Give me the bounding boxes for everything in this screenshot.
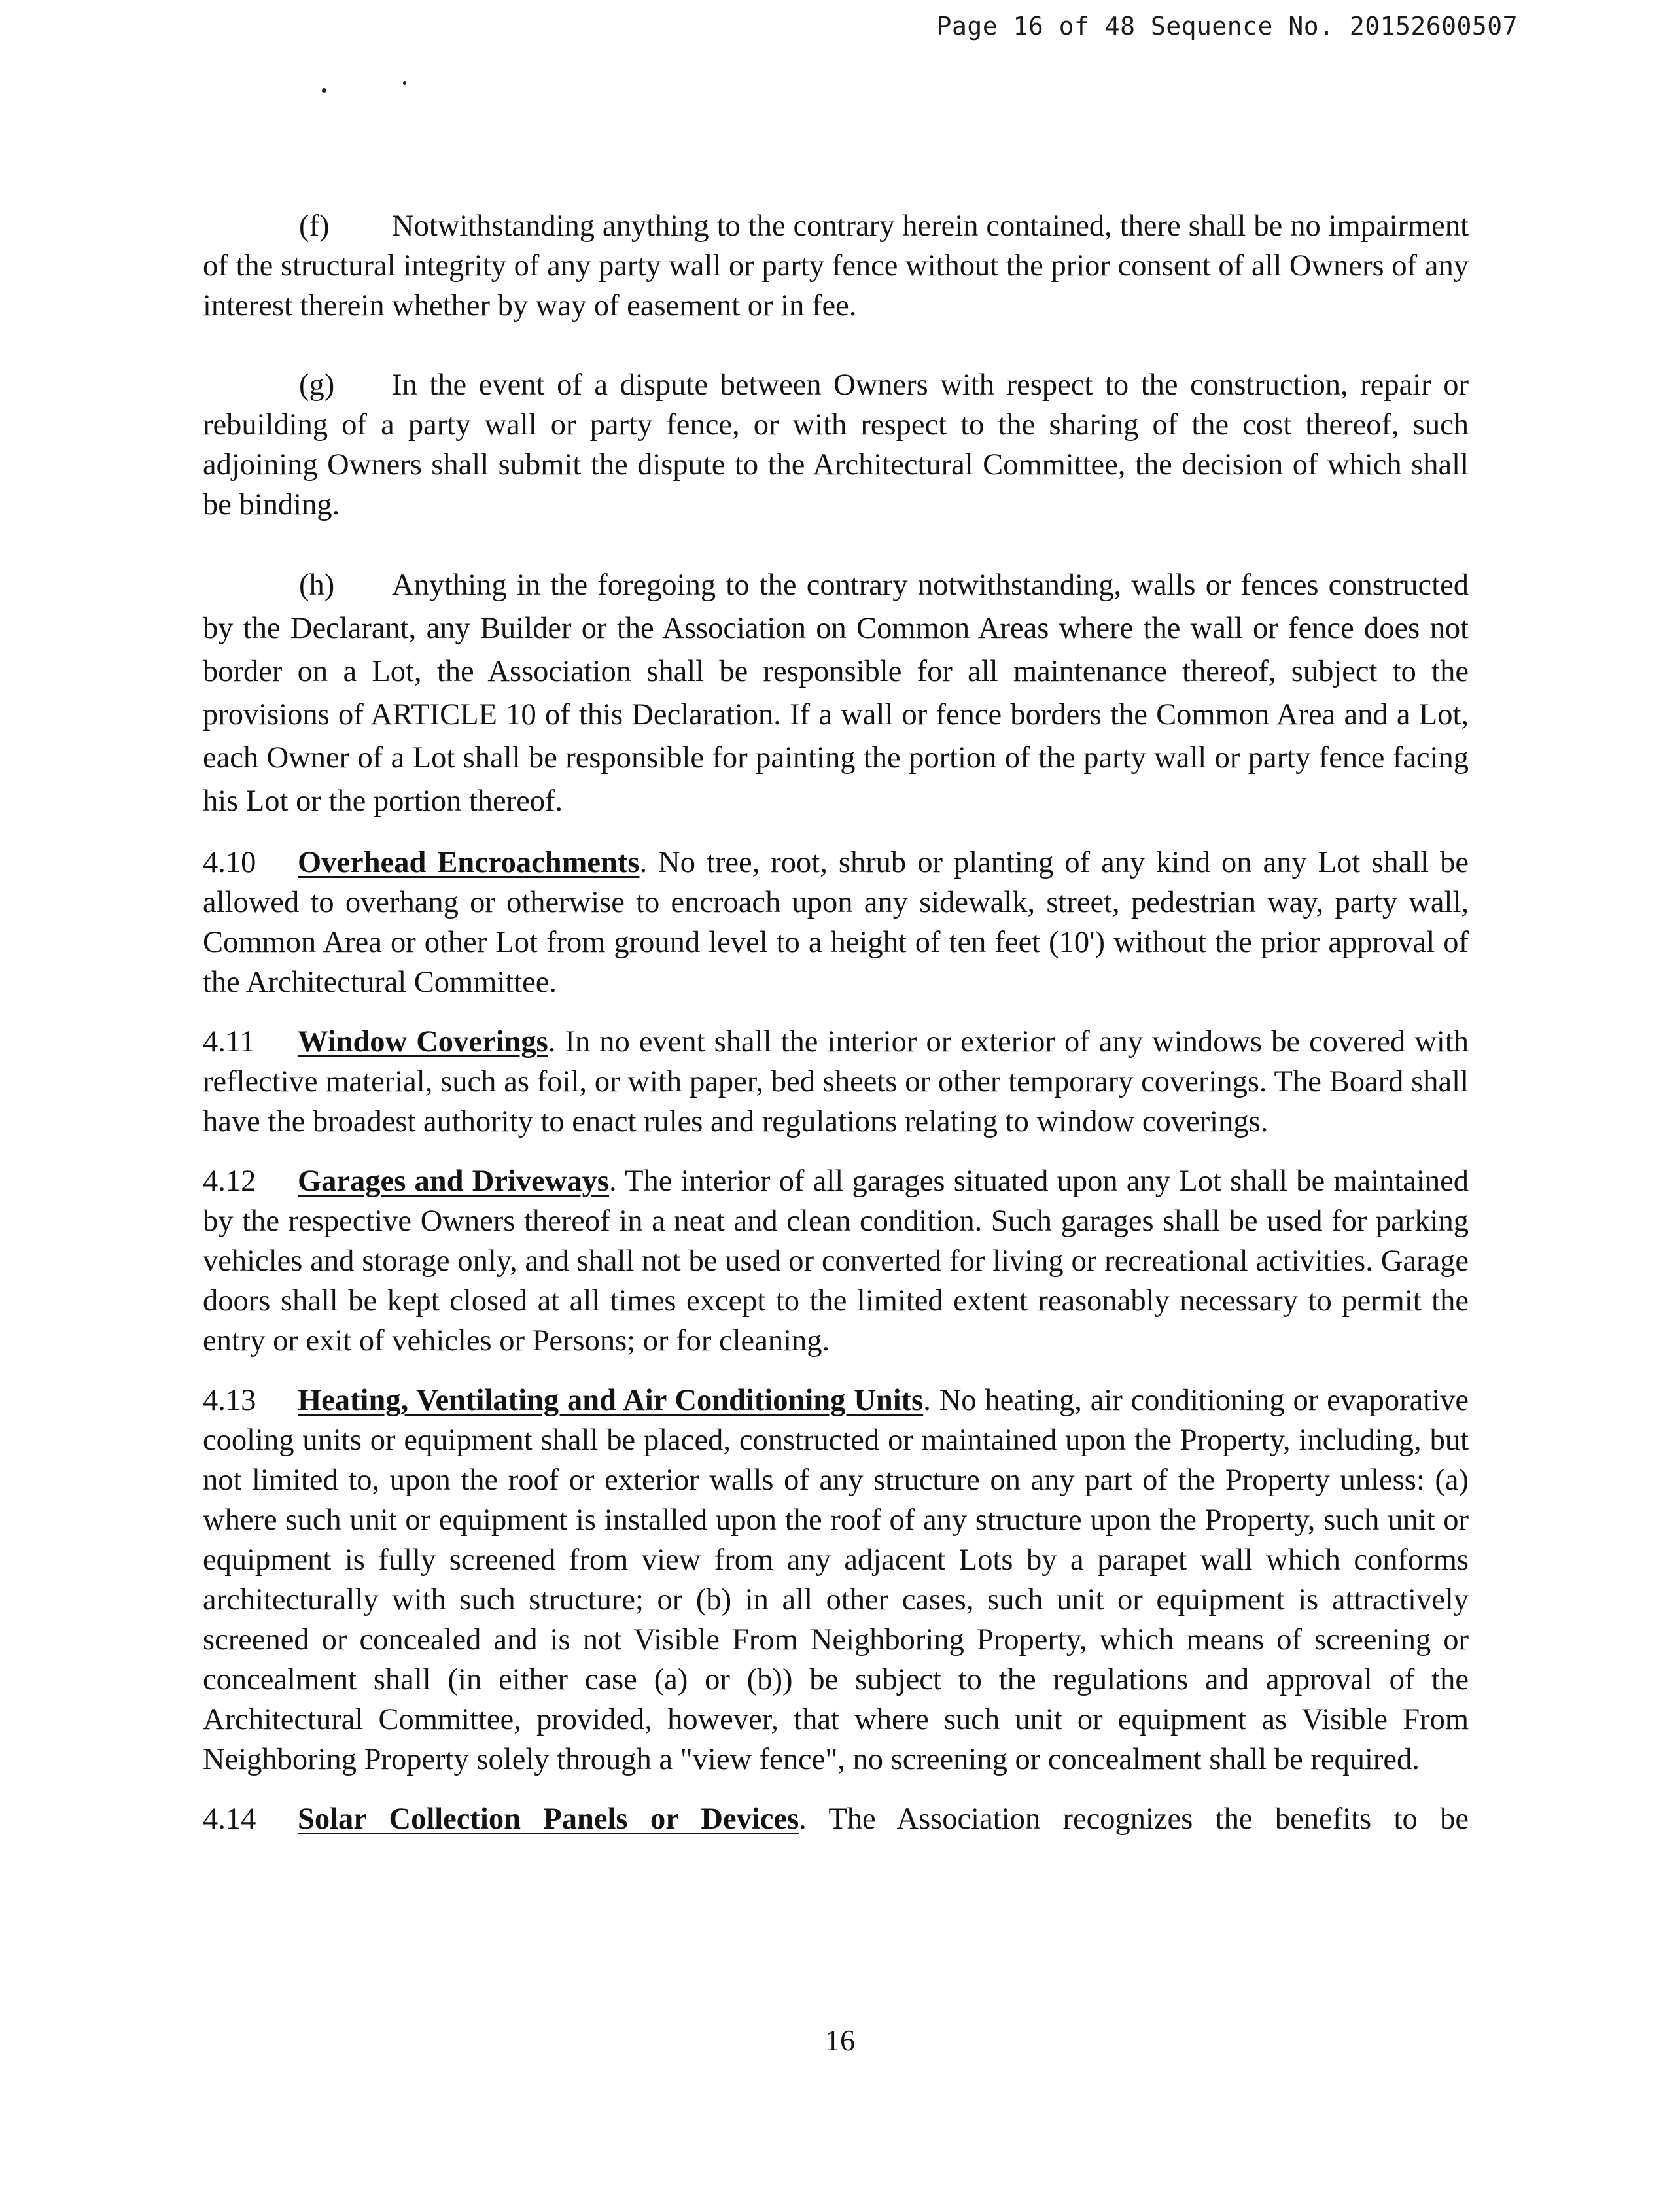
page-number: 16 (825, 2024, 855, 2057)
section-text: No heating, air conditioning or evaporative cooling units or equipment shall be placed, constructed or maintained upon the Property, including, but not limited to, upon the roof or exterior walls of any structure on any part of the Property unless: (a) where such unit or equipment is installed upon the roof of any structure upon the Property, such unit or equipment is fully screened from view from any adjacent Lots by a parapet wall which conforms architecturally with such structure; or (b) in all other cases, such unit or equipment is attractively screened or concealed and is not Visible From Neighboring Property, which means of screening or concealment shall (in either case (a) or (b)) be subject to the regulations and approval of the Architectural Committee, provided, however, that where such unit or equipment as Visible From Neighboring Property solely through a "view fence", no screening or concealment shall be required. (203, 1384, 1469, 1776)
scan-speck (322, 88, 326, 93)
subsection-f (203, 206, 1469, 326)
section-4-12: 4.12 Garages and Driveways. The interior of all garages situated upon any Lot shall be maintained by the respective Owners thereof in a neat and clean condition. Such garages shall be used for parking vehicles and storage only, and shall not be used or converted for living or recreational activities. Garage doors shall be kept closed at all times except to the limited extent reasonably necessary to permit the entry or exit of vehicles or Persons; or for cleaning. (203, 1161, 1469, 1361)
section-4-13: 4.13 Heating, Ventilating and Air Conditioning Units. No heating, air conditioning or evaporative cooling units or equipment shall be placed, constructed or maintained upon the Property, including, but not limited to, upon the roof or exterior walls of any structure on any part of the Property unless: (a) where such unit or equipment is installed upon the roof of any structure upon the Property, such unit or equipment is fully screened from view from any adjacent Lots by a parapet wall which conforms architecturally with such structure; or (b) in all other cases, such unit or equipment is attractively screened or concealed and is not Visible From Neighboring Property, which means of screening or concealment shall (in either case (a) or (b)) be subject to the regulations and approval of the Architectural Committee, provided, however, that where such unit or equipment as Visible From Neighboring Property solely through a "view fence", no screening or concealment shall be required. (203, 1380, 1469, 1780)
subsection-g (203, 365, 1469, 525)
section-text: In no event shall the interior or exterior of any windows be covered with reflective material, such as foil, or with paper, bed sheets or other temporary coverings. The Board shall have the broadest authority to enact rules and regulations relating to window coverings. (203, 1025, 1469, 1138)
page-sequence-stamp: Page 16 of 48 Sequence No. 20152600507 (936, 12, 1518, 41)
section-number: 4.11 (203, 1025, 255, 1059)
section-text: No tree, root, shrub or planting of any kind on any Lot shall be allowed to overhang or otherwise to encroach upon any sidewalk, street, pedestrian way, party wall, Common Area or other Lot from ground level to a height of ten feet (10') without the prior approval of the Architectural Committee. (203, 846, 1469, 999)
subsection-text: Anything in the foregoing to the contrary notwithstanding, walls or fences constructed by the Declarant, any Builder or the Association on Common Areas where the wall or fence does not border on a Lot, the Association shall be responsible for all maintenance thereof, subject to the provisions of ARTICLE 10 of this Declaration. If a wall or fence borders the Common Area and a Lot, each Owner of a Lot shall be responsible for painting the portion of the party wall or party fence facing his Lot or the portion thereof. (203, 569, 1469, 818)
subsection-text: In the event of a dispute between Owners with respect to the construction, repair or rebuilding of a party wall or party fence, or with respect to the sharing of the cost thereof, such adjoining Owners shall submit the dispute to the Architectural Committee, the decision of which shall be binding. (203, 368, 1469, 521)
section-heading: Window Coverings (298, 1025, 548, 1059)
subsection-h (203, 564, 1469, 823)
document-body (203, 206, 1469, 1839)
subsection-text: Notwithstanding anything to the contrary herein contained, there shall be no impairment of the structural integrity of any party wall or party fence without the prior consent of all Owners of any interest therein whether by way of easement or in fee. (203, 209, 1469, 323)
section-number: 4.10 (203, 846, 256, 879)
section-heading: Heating, Ventilating and Air Conditioning Units (298, 1384, 924, 1417)
section-heading: Overhead Encroachments (298, 846, 640, 879)
section-text: The interior of all garages situated upon any Lot shall be maintained by the respective Owners thereof in a neat and clean condition. Such garages shall be used for parking vehicles and storage only, and shall not be used or converted for living or recreational activities. Garage doors shall be kept closed at all times except to the limited extent reasonably necessary to permit the entry or exit of vehicles or Persons; or for cleaning. (203, 1165, 1469, 1358)
section-4-14: 4.14 Solar Collection Panels or Devices. The Association recognizes the benefits to be (203, 1799, 1469, 1839)
section-heading: Garages and Driveways (298, 1165, 609, 1198)
section-number: 4.14 (203, 1802, 256, 1836)
subsection-label: (f) (299, 209, 330, 243)
scan-speck (403, 81, 406, 85)
subsection-label: (h) (299, 569, 335, 602)
section-text: The Association recognizes the benefits to be (828, 1802, 1469, 1836)
subsection-label: (g) (299, 368, 335, 402)
section-number: 4.13 (203, 1384, 256, 1417)
section-heading: Solar Collection Panels or Devices (298, 1802, 799, 1836)
section-4-11: 4.11 Window Coverings. In no event shall the interior or exterior of any windows be covered with reflective material, such as foil, or with paper, bed sheets or other temporary coverings. The Board shall have the broadest authority to enact rules and regulations relating to window coverings. (203, 1022, 1469, 1142)
section-4-10: 4.10 Overhead Encroachments. No tree, root, shrub or planting of any kind on any Lot shall be allowed to overhang or otherwise to encroach upon any sidewalk, street, pedestrian way, party wall, Common Area or other Lot from ground level to a height of ten feet (10') without the prior approval of the Architectural Committee. (203, 843, 1469, 1002)
section-number: 4.12 (203, 1165, 256, 1198)
